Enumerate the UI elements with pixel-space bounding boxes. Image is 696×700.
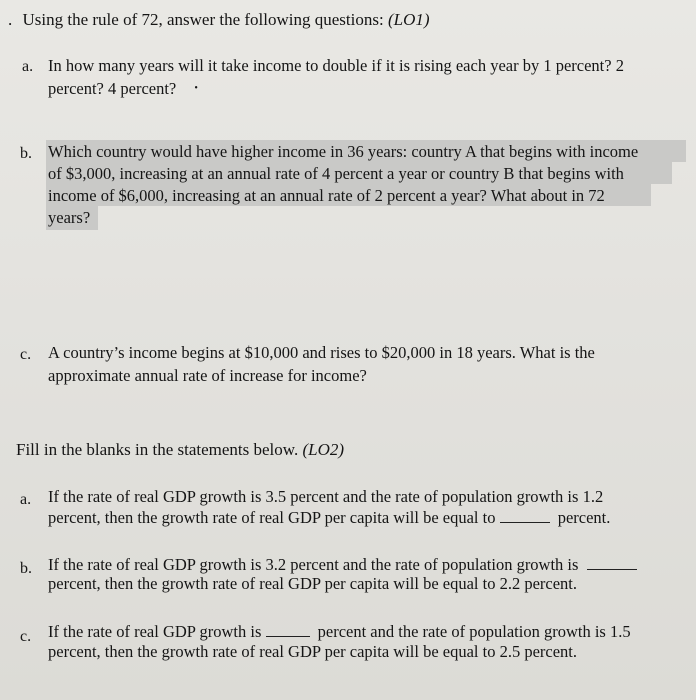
part2-a-line1: If the rate of real GDP growth is 3.5 percent and the rate of population growth is 1.2 [48, 487, 604, 506]
part1-b-label: b. [20, 145, 32, 162]
part1-b-line3: income of $6,000, increasing at an annual rate of 2 percent a year? What about in 72 [48, 186, 605, 205]
part1-a-line1: In how many years will it take income to double if it is rising each year by 1 percent? 2 [48, 56, 624, 75]
part2-b-label: b. [20, 560, 32, 577]
part2-b-line2: percent, then the growth rate of real GDP per capita will be equal to 2.2 percent. [48, 574, 578, 593]
part1-c-label: c. [20, 346, 32, 363]
part2-b-line1 [48, 555, 637, 575]
part1-a-line2-text: percent? 4 percent? [48, 79, 177, 98]
part1-a-label: a. [22, 58, 34, 75]
part2-a-line2-post: percent. [557, 508, 611, 527]
part2-header-text: Fill in the blanks in the statements below. [16, 440, 299, 459]
part2-c-line1 [48, 622, 631, 642]
answer-blank-2b[interactable] [587, 555, 637, 570]
part2-c-line1-pre: If the rate of real GDP growth is [48, 622, 262, 641]
part1-c-line2: approximate annual rate of increase for income? [48, 366, 367, 385]
bullet-mark: . [8, 10, 13, 29]
answer-blank-2a[interactable] [500, 508, 550, 523]
part1-b-line2: of $3,000, increasing at an annual rate of 4 percent a year or country B that begins with [48, 164, 624, 183]
stray-dot-mark: • [194, 83, 198, 94]
part1-b-line4: years? [48, 208, 91, 227]
part1-b-line1: Which country would have higher income in 36 years: country A that begins with income [48, 142, 639, 161]
part2-c-line1-post: percent and the rate of population growth is 1.5 [317, 622, 631, 641]
part2-c-label: c. [20, 628, 32, 645]
part1-header [8, 10, 430, 30]
part2-a-label: a. [20, 491, 32, 508]
part1-c-line1: A country’s income begins at $10,000 and rises to $20,000 in 18 years. What is the [48, 343, 595, 362]
part1-header-code: (LO1) [387, 10, 430, 29]
part1-header-text: Using the rule of 72, answer the following questions: [22, 10, 384, 29]
part2-header-code: (LO2) [302, 440, 345, 459]
part1-a-line2 [48, 79, 198, 99]
answer-blank-2c[interactable] [266, 622, 310, 637]
part2-a-line2 [48, 508, 610, 528]
part2-a-line2-pre: percent, then the growth rate of real GDP per capita will be equal to [48, 508, 496, 527]
part2-c-line2: percent, then the growth rate of real GDP per capita will be equal to 2.5 percent. [48, 642, 578, 661]
part2-b-line1-text: If the rate of real GDP growth is 3.2 percent and the rate of population growth is [48, 555, 579, 574]
part2-header [16, 440, 344, 460]
